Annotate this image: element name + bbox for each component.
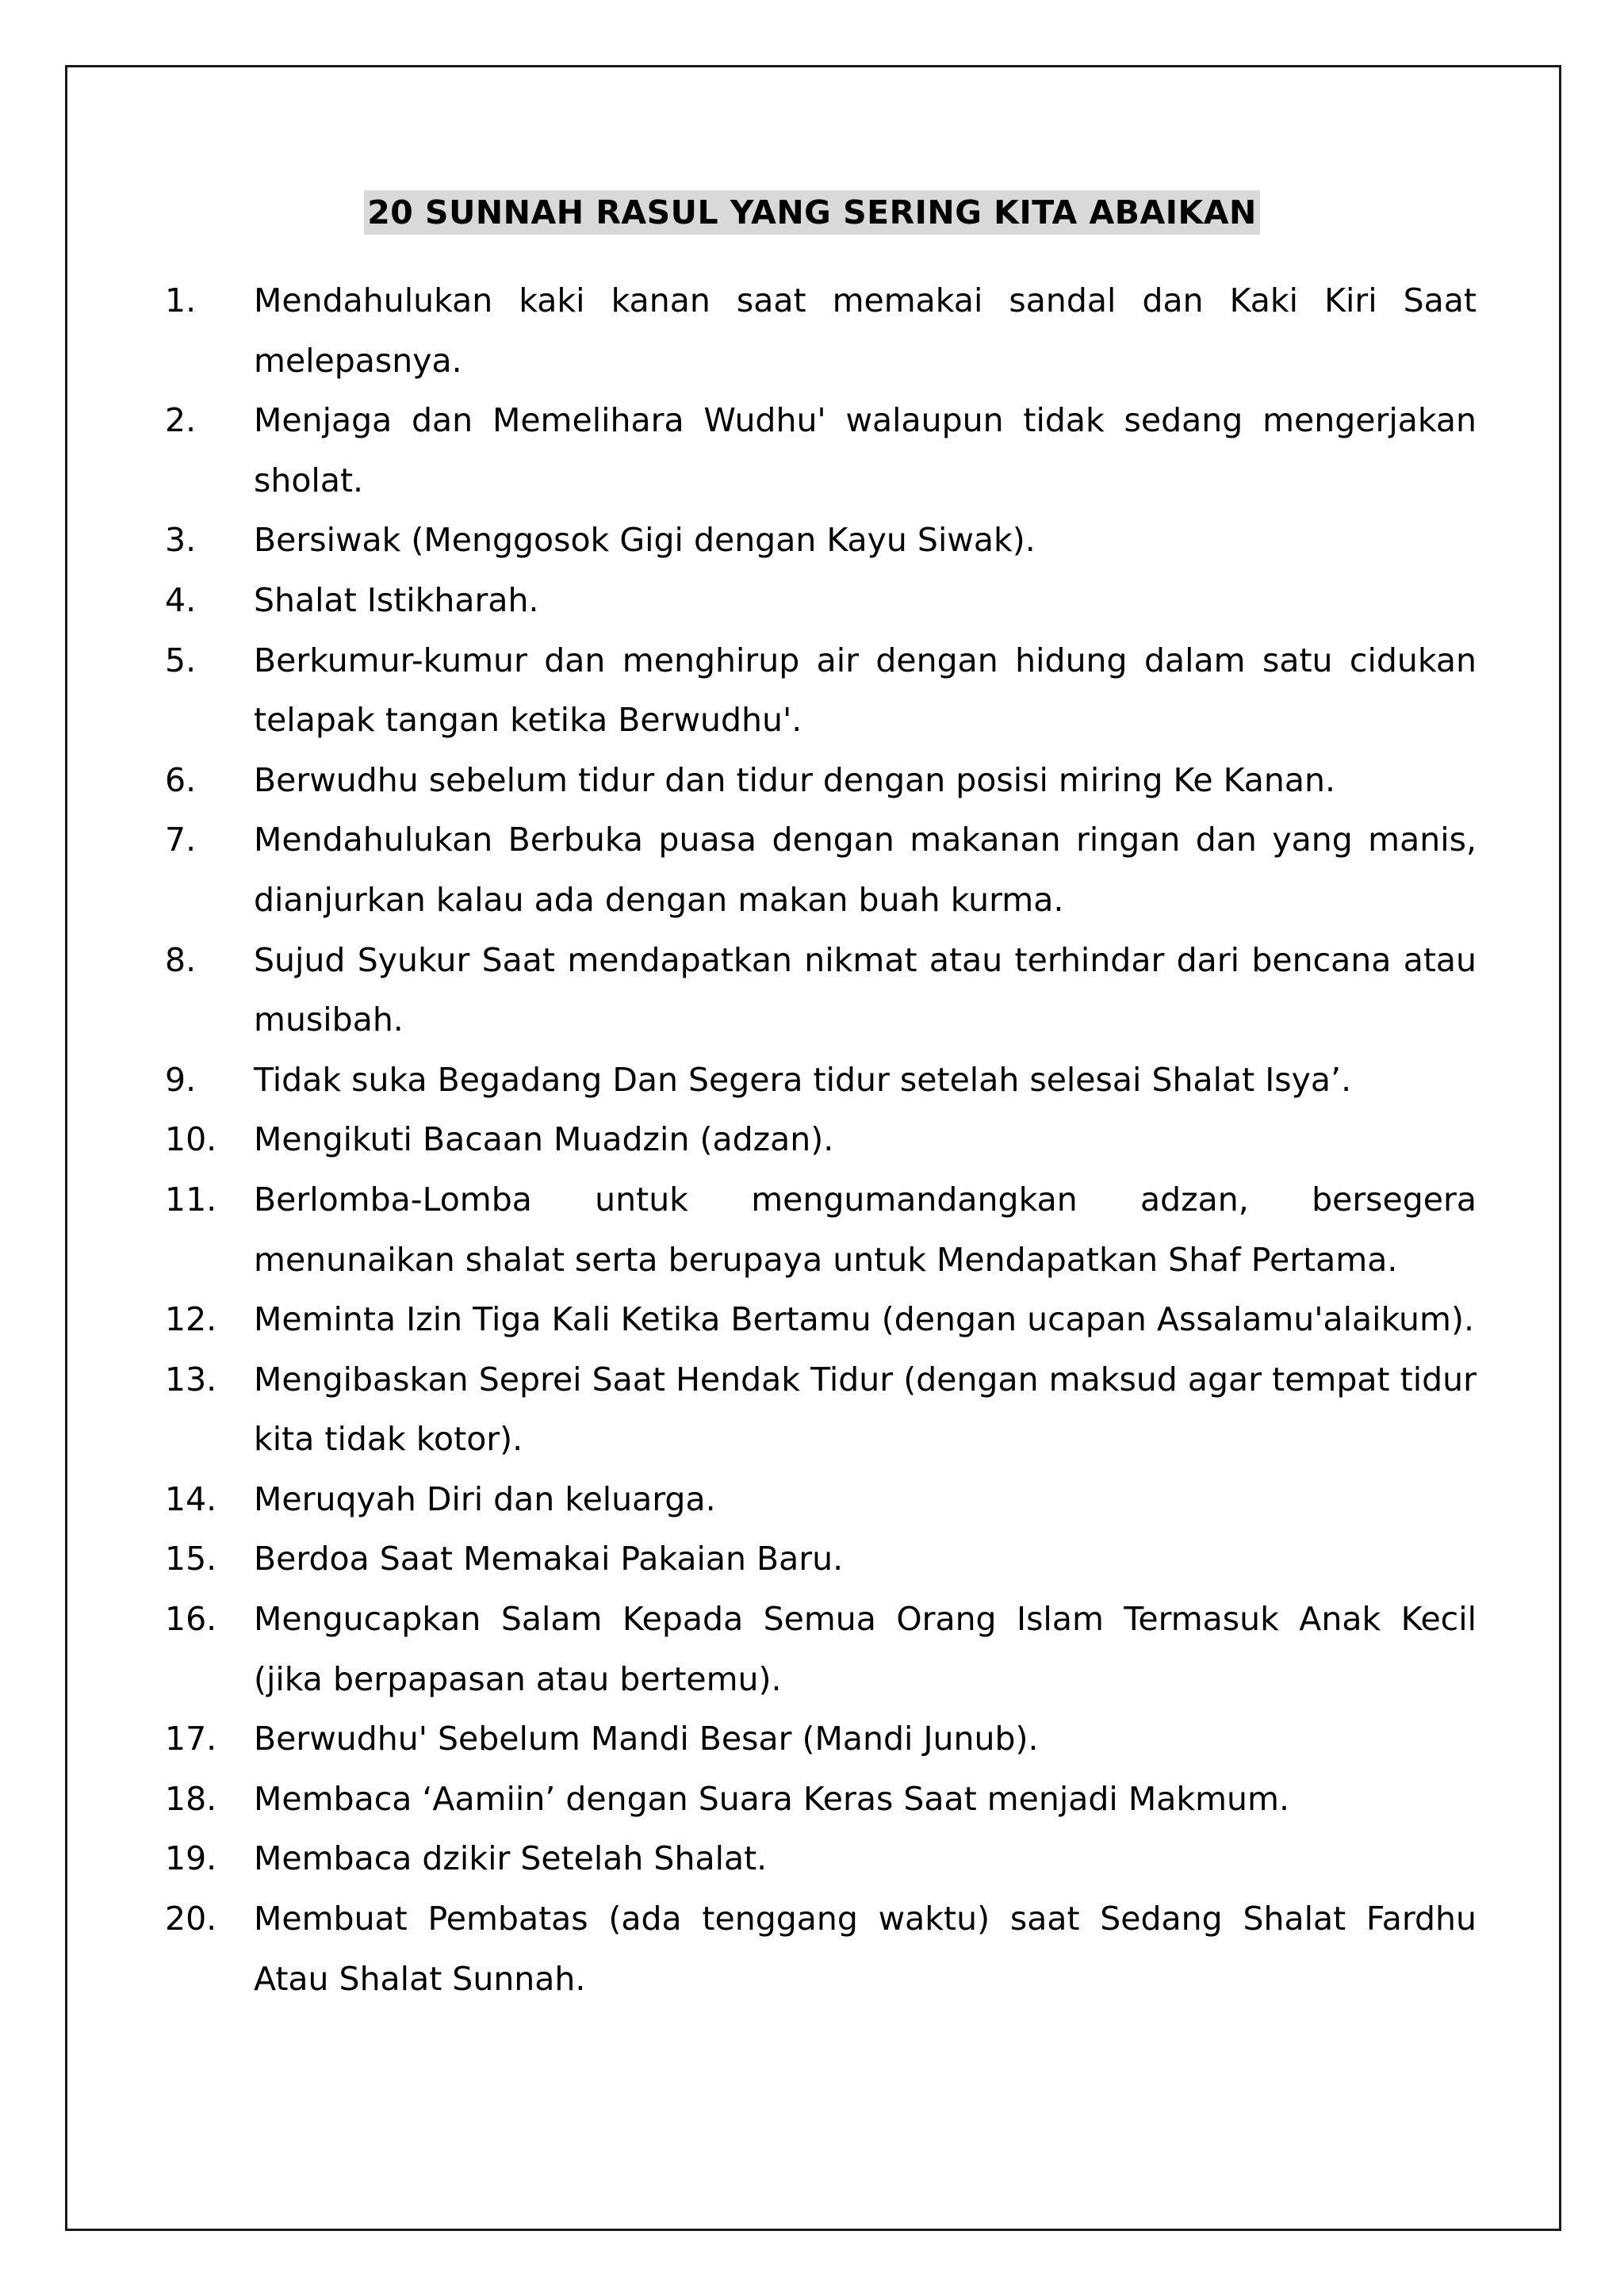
list-item xyxy=(0,1170,1624,1290)
item-number: 19. xyxy=(165,1839,217,1878)
list-item xyxy=(0,1889,1624,2009)
item-text: Mendahulukan Berbuka puasa dengan makanan ringan dan yang manis, dianjurkan kalau ada dengan makan buah kurma. xyxy=(254,821,1477,919)
item-number: 12. xyxy=(165,1300,217,1339)
list-item xyxy=(0,271,1624,391)
item-text: Mendahulukan kaki kanan saat memakai sandal dan Kaki Kiri Saat melepasnya. xyxy=(254,281,1477,380)
item-number: 7. xyxy=(165,821,197,859)
item-number: 16. xyxy=(165,1600,217,1639)
list-item xyxy=(0,391,1624,511)
item-text: Mengikuti Bacaan Muadzin (adzan). xyxy=(254,1120,834,1159)
item-text: Berkumur-kumur dan menghirup air dengan hidung dalam satu cidukan telapak tangan ketika Berwudhu'. xyxy=(254,641,1477,740)
item-text: Mengucapkan Salam Kepada Semua Orang Islam Termasuk Anak Kecil (jika berpapasan atau bertemu). xyxy=(254,1600,1477,1698)
item-number: 9. xyxy=(165,1060,197,1099)
item-number: 4. xyxy=(165,580,197,619)
item-number: 13. xyxy=(165,1360,217,1399)
list-item xyxy=(0,1590,1624,1709)
list-item xyxy=(0,1350,1624,1470)
item-number: 17. xyxy=(165,1720,217,1758)
item-text: Membaca ‘Aamiin’ dengan Suara Keras Saat menjadi Makmum. xyxy=(254,1779,1289,1818)
document-title: 20 SUNNAH RASUL YANG SERING KITA ABAIKAN xyxy=(364,190,1260,235)
item-text: Mengibaskan Seprei Saat Hendak Tidur (dengan maksud agar tempat tidur kita tidak kotor). xyxy=(254,1360,1477,1459)
item-text: Menjaga dan Memelihara Wudhu' walaupun tidak sedang mengerjakan sholat. xyxy=(254,401,1477,499)
item-number: 5. xyxy=(165,641,197,679)
item-text: Meruqyah Diri dan keluarga. xyxy=(254,1479,716,1518)
list-item xyxy=(0,1770,1624,1830)
list-item xyxy=(0,511,1624,571)
list-item xyxy=(0,1110,1624,1170)
item-number: 10. xyxy=(165,1120,217,1159)
item-text: Membuat Pembatas (ada tenggang waktu) saat Sedang Shalat Fardhu Atau Shalat Sunnah. xyxy=(254,1900,1477,1998)
item-text: Berdoa Saat Memakai Pakaian Baru. xyxy=(254,1540,844,1578)
item-number: 6. xyxy=(165,760,197,799)
item-number: 2. xyxy=(165,401,197,440)
item-text: Bersiwak (Menggosok Gigi dengan Kayu Siwak). xyxy=(254,521,1036,560)
title-container xyxy=(0,190,1624,235)
item-text: Sujud Syukur Saat mendapatkan nikmat atau terhindar dari bencana atau musibah. xyxy=(254,940,1477,1039)
list-item xyxy=(0,1470,1624,1530)
item-number: 15. xyxy=(165,1540,217,1578)
item-text: Berwudhu sebelum tidur dan tidur dengan posisi miring Ke Kanan. xyxy=(254,760,1336,799)
list-item xyxy=(0,751,1624,811)
item-number: 11. xyxy=(165,1180,217,1219)
item-text: Tidak suka Begadang Dan Segera tidur setelah selesai Shalat Isya’. xyxy=(254,1060,1352,1099)
item-text: Berlomba-Lomba untuk mengumandangkan adzan, bersegera menunaikan shalat serta berupaya untuk Mendapatkan Shaf Pertama. xyxy=(254,1180,1477,1279)
item-text: Meminta Izin Tiga Kali Ketika Bertamu (dengan ucapan Assalamu'alaikum). xyxy=(254,1300,1475,1339)
list-item xyxy=(0,1829,1624,1889)
list-item xyxy=(0,631,1624,751)
list-item xyxy=(0,1529,1624,1590)
item-text: Shalat Istikharah. xyxy=(254,580,539,619)
item-number: 8. xyxy=(165,940,197,979)
item-number: 18. xyxy=(165,1779,217,1818)
item-text: Berwudhu' Sebelum Mandi Besar (Mandi Junub). xyxy=(254,1720,1039,1758)
list-item xyxy=(0,571,1624,631)
list-item xyxy=(0,931,1624,1050)
item-number: 1. xyxy=(165,281,197,320)
item-number: 20. xyxy=(165,1900,217,1938)
item-number: 14. xyxy=(165,1479,217,1518)
list-item xyxy=(0,810,1624,930)
item-number: 3. xyxy=(165,521,197,560)
item-text: Membaca dzikir Setelah Shalat. xyxy=(254,1839,768,1878)
list-item xyxy=(0,1050,1624,1111)
list-item xyxy=(0,1290,1624,1350)
sunnah-list xyxy=(0,271,1624,2009)
list-item xyxy=(0,1709,1624,1770)
